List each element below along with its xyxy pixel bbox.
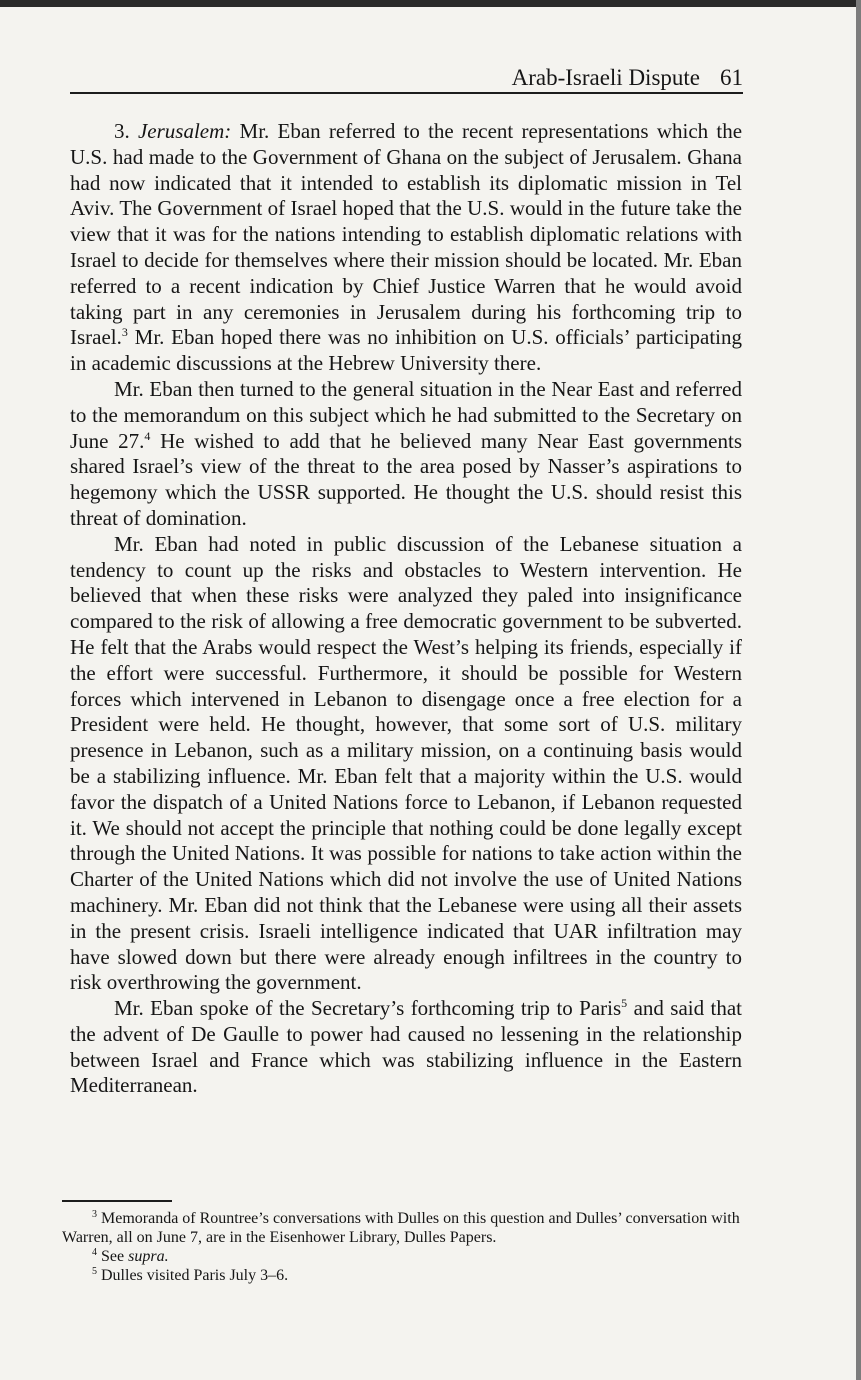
footnote-divider [62,1200,172,1202]
item-heading: Jerusalem: [137,119,232,143]
footnote-marker: 4 [92,1247,97,1258]
paragraph-text: Mr. Eban spoke of the Secretary’s forthcoming trip to Paris [114,996,622,1021]
footnote-4 [62,1247,742,1266]
paragraph-text: Mr. Eban had noted in public discussion of the Lebanese situation a tendency to count up the risks and obstacles to Western intervention. He believed that when these risks were analyzed they paled into insignificance compared to the risk of allowing a free democratic government to be subverted. He felt that the Arabs would respect the West’s helping its friends, especially if the effort were successful. Furthermore, it should be possible for Western forces which intervened in Lebanon to disengage once a free election for a President were held. He thought, however, that some sort of U.S. military presence in Lebanon, such as a military mission, on a continuing basis would be a stabilizing influence. Mr. Eban felt that a majority within the U.S. would favor the dispatch of a United Nations force to Lebanon, if Lebanon requested it. We should not accept the principle that nothing could be done legally except through the United Nations. It was possible for nations to take action within the Charter of the United Nations which did not involve the use of United Nations machinery. Mr. Eban did not think that the Lebanese were using all their assets in the present crisis. Israeli intelligence indicated that UAR infiltration may have slowed down but there were already enough infiltrees in the country to risk overthrowing the government. [70,531,742,995]
footnote-3 [62,1209,742,1247]
footnote-ref-4: 4 [144,428,151,443]
footnote-ref-3: 3 [121,325,128,340]
paragraph-text: and said that the advent of De Gaulle to power had caused no lessening in the relationship between Israel and France which was stabilizing influence in the Eastern Mediterranean. [70,996,743,1098]
running-header [70,62,743,94]
paragraph-near-east [70,377,742,532]
footnote-marker: 3 [92,1209,97,1220]
body-text [70,119,742,1099]
footnote-text: Memoranda of Rountree’s conversations with Dulles on this question and Dulles’ conversation with Warren, all on June 7, are in the Eisenhower Library, Dulles Papers. [62,1210,740,1246]
footnote-ref-5: 5 [621,996,628,1011]
footnotes [62,1209,742,1285]
page-number: 61 [720,65,743,90]
paragraph-text: Mr. Eban referred to the recent representations which the U.S. had made to the Government of Ghana on the subject of Jerusalem. Ghana had now indicated that it intended to establish its diplomatic mission in Tel Aviv. The Government of Israel hoped that the U.S. would in the future take the view that it was for the nations intending to establish diplomatic relations with Israel to decide for themselves where their mission should be located. Mr. Eban referred to a recent indication by Chief Justice Warren that he would avoid taking part in any ceremonies in Jerusalem during his forthcoming trip to Israel. [70,119,743,350]
running-title: Arab-Israeli Dispute [511,65,700,90]
footnote-5 [62,1266,742,1285]
item-number: 3. [114,119,130,143]
scan-top-edge [0,0,861,7]
footnote-text: Dulles visited Paris July 3–6. [101,1267,289,1284]
paragraph-jerusalem [70,119,742,377]
paragraph-lebanon [70,532,742,996]
paragraph-text: Mr. Eban then turned to the general situation in the Near East and referred to the memorandum on this subject which he had submitted to the Secretary on June 27. [70,376,742,453]
paragraph-paris [70,996,742,1099]
footnote-text: See [101,1248,125,1265]
footnote-italic: supra. [128,1248,169,1265]
scan-right-edge [856,0,861,1380]
footnote-marker: 5 [92,1266,97,1277]
paragraph-text: He wished to add that he believed many Near East governments shared Israel’s view of the threat to the area posed by Nasser’s aspirations to hegemony which the USSR supported. He thought the U.S. should resist this threat of domination. [70,428,743,530]
paragraph-text: Mr. Eban hoped there was no inhibition on U.S. officials’ participating in academic discussions at the Hebrew University there. [70,325,742,376]
